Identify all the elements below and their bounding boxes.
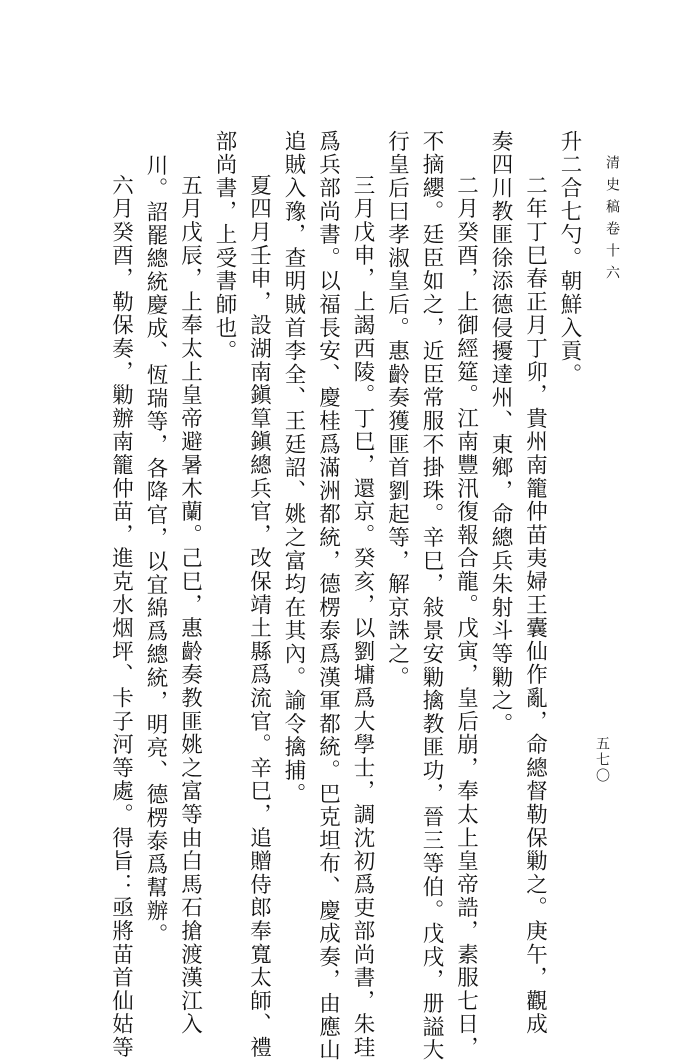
text-column: 行皇后曰孝淑皇后。惠齡奏獲匪首劉起等，解京誅之。	[384, 130, 410, 690]
text-column: 六月癸酉，勒保奏，勦辦南籠仲苗，進克水烟坪、卡子河等處。得旨：亟將苗首仙姑等	[108, 174, 134, 1060]
text-column: 二月癸酉，上御經筵。江南豐汛復報合龍。戊寅，皇后崩，奉太上皇帝誥，素服七日，	[453, 174, 479, 1060]
text-column: 川。詔罷總統慶成、恆瑞等，各降官，以宜綿爲總統，明亮、德楞泰爲幫辦。	[143, 154, 168, 947]
body-text	[108, 130, 582, 1062]
text-column: 爲兵部尚書。以福長安、慶桂爲滿洲都統，德楞泰爲漢軍都統。巴克坦布、慶成奏，由應山	[315, 130, 341, 1062]
page-number: 五七〇	[594, 736, 610, 784]
text-column: 二年丁巳春正月丁卯，貴州南籠仲苗夷婦王囊仙作亂，命總督勒保勦之。庚午，觀成	[522, 174, 548, 1037]
text-column: 三月戊申，上謁西陵。丁巳，還京。癸亥，以劉墉爲大學士，調沈初爲吏部尚書，朱珪	[350, 174, 375, 1060]
text-column: 奏四川教匪徐添德侵擾達州、東鄉，命總兵朱射斗等勦之。	[488, 130, 513, 736]
text-column: 夏四月壬申，設湖南鎭筸鎭總兵官，改保靖土縣爲流官。辛巳，追贈侍郎奉寬太師、禮	[246, 174, 272, 1060]
text-column: 五月戊辰，上奉太上皇帝避暑木蘭。己巳，惠齡奏教匪姚之富等由白馬石搶渡漢江入	[177, 174, 203, 1037]
text-column: 追賊入豫，查明賊首李全、王廷詔、姚之富均在其內。諭令擒捕。	[281, 130, 306, 806]
text-column: 升二合七勺。朝鮮入貢。	[557, 130, 582, 387]
running-title: 清史稿卷十六	[604, 155, 620, 287]
text-column: 不摘纓。廷臣如之，近臣常服不掛珠。辛巳，敍景安勦擒教匪功，晉三等伯。戊戌，册謚大	[419, 130, 444, 1062]
text-column: 部尚書，上受書師也。	[212, 130, 237, 363]
